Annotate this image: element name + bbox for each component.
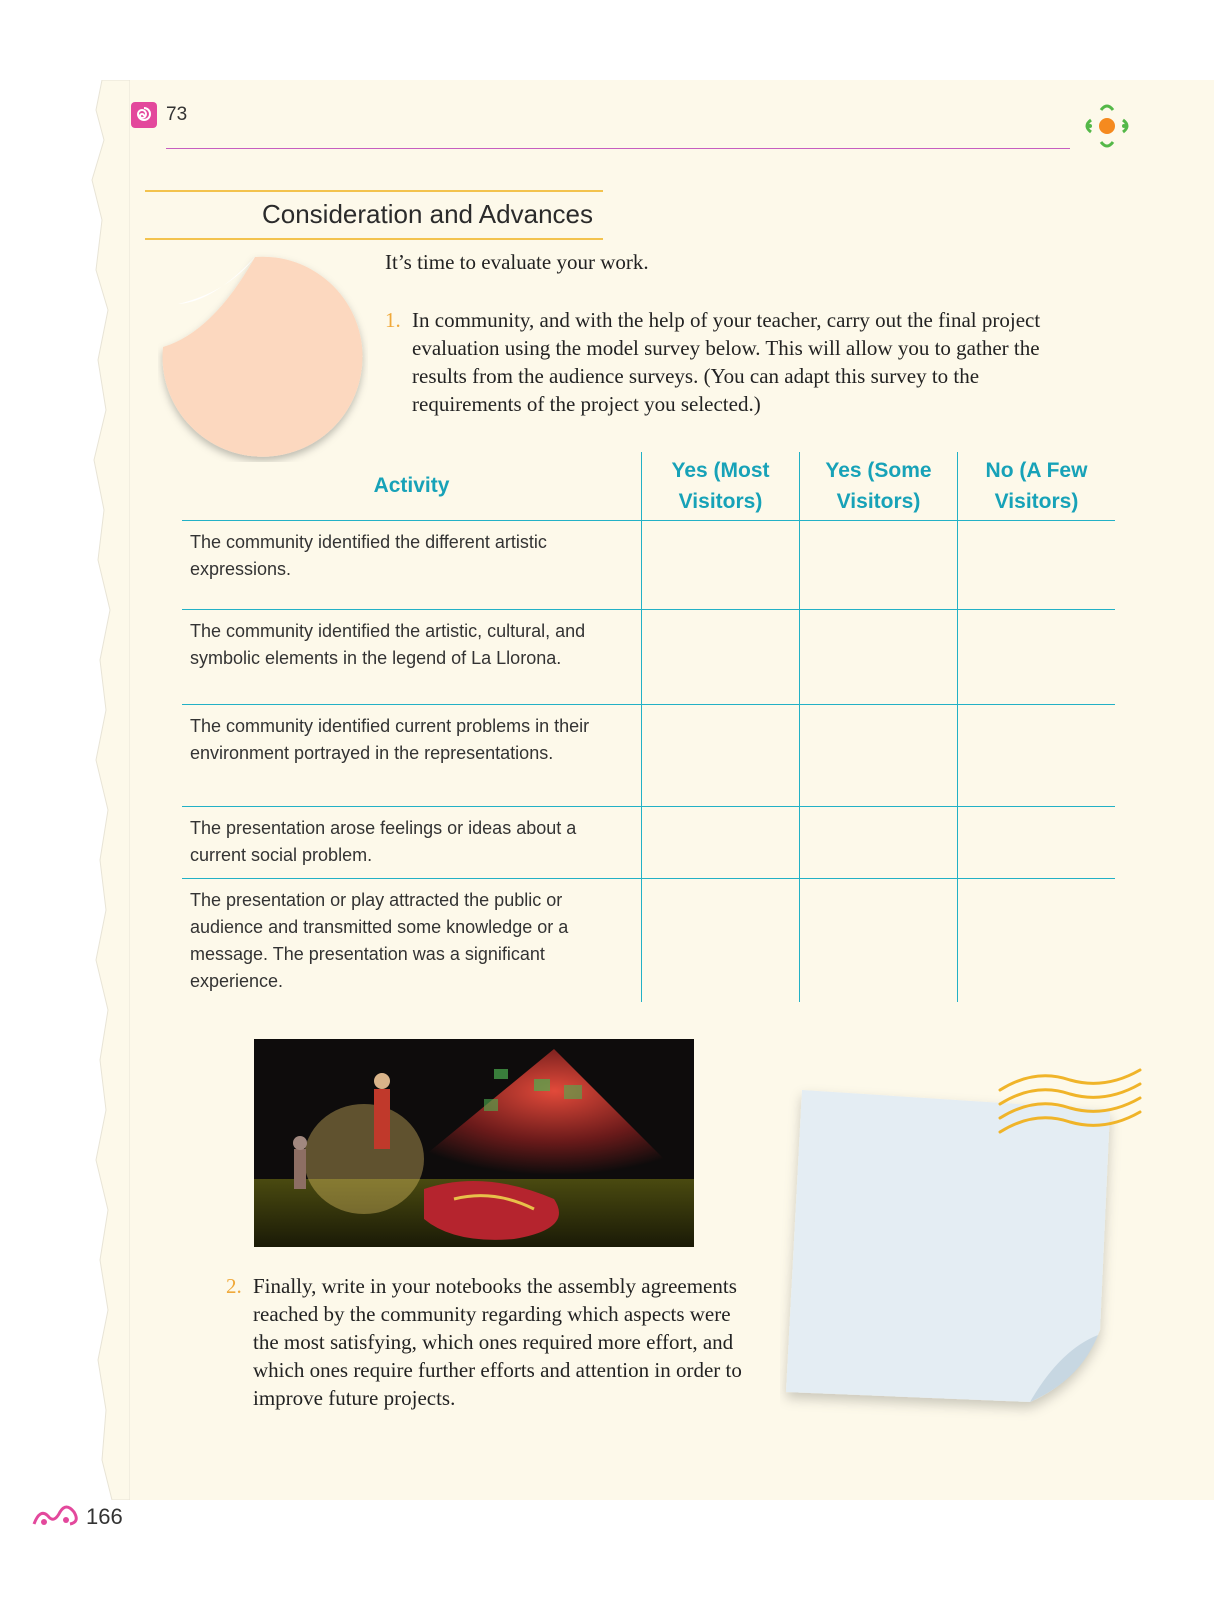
flower-ornament-icon — [1082, 100, 1132, 152]
response-cell[interactable] — [958, 609, 1116, 704]
survey-table — [182, 452, 1115, 1006]
response-cell[interactable] — [642, 609, 800, 704]
table-row — [182, 806, 1115, 878]
chapter-number: 73 — [166, 104, 188, 125]
response-cell[interactable] — [642, 806, 800, 878]
spiral-ornament-icon — [130, 100, 158, 130]
response-cell[interactable] — [958, 520, 1116, 609]
table-row — [182, 878, 1115, 1002]
section-title-band — [145, 190, 603, 240]
response-cell[interactable] — [642, 878, 800, 1002]
activity-cell: The presentation arose feelings or ideas about a current social problem. — [182, 806, 642, 878]
page-number: 166 — [86, 1504, 123, 1529]
step-2 — [226, 1272, 753, 1412]
response-cell[interactable] — [958, 806, 1116, 878]
step-1-text: In community, and with the help of your teacher, carry out the final project evaluation using the model survey below. This will allow you to gather the results from the audience surveys. (You can adapt this survey to the requirements of the project you selected.) — [412, 308, 1041, 416]
step-1 — [385, 306, 1072, 418]
header-yes-most: Yes (Most Visitors) — [642, 452, 800, 520]
table-row — [182, 520, 1115, 609]
table-row — [182, 609, 1115, 704]
intro-text: It’s time to evaluate your work. — [385, 250, 649, 274]
table-row — [182, 704, 1115, 806]
performance-photo — [254, 1039, 694, 1247]
response-cell[interactable] — [958, 704, 1116, 806]
response-cell[interactable] — [642, 520, 800, 609]
header-activity: Activity — [182, 452, 642, 520]
header-rule — [166, 148, 1070, 149]
activity-cell: The community identified the artistic, cultural, and symbolic elements in the legend of La Llorona. — [182, 609, 642, 704]
step-2-number: 2. — [226, 1274, 242, 1298]
response-cell[interactable] — [800, 520, 958, 609]
peel-sticker — [158, 252, 368, 462]
response-cell[interactable] — [800, 609, 958, 704]
activity-cell: The community identified current problems in their environment portrayed in the representations. — [182, 704, 642, 806]
header-yes-some: Yes (Some Visitors) — [800, 452, 958, 520]
response-cell[interactable] — [958, 878, 1116, 1002]
response-cell[interactable] — [800, 878, 958, 1002]
torn-paper-edge — [82, 80, 130, 1500]
header-no-few: No (A Few Visitors) — [958, 452, 1116, 520]
response-cell[interactable] — [800, 806, 958, 878]
response-cell[interactable] — [800, 704, 958, 806]
step-2-text: Finally, write in your notebooks the assembly agreements reached by the community regarding which aspects were the most satisfying, which ones required more effort, and which ones require further efforts and attention in order to improve future projects. — [253, 1274, 742, 1410]
footer-ornament-icon — [30, 1502, 80, 1532]
activity-cell: The community identified the different artistic expressions. — [182, 520, 642, 609]
sticky-note — [780, 1060, 1160, 1430]
response-cell[interactable] — [642, 704, 800, 806]
activity-cell: The presentation or play attracted the public or audience and transmitted some knowledge or a message. The presentation was a significant experience. — [190, 889, 569, 991]
section-title: Consideration and Advances — [261, 199, 593, 229]
step-1-number: 1. — [385, 308, 401, 332]
